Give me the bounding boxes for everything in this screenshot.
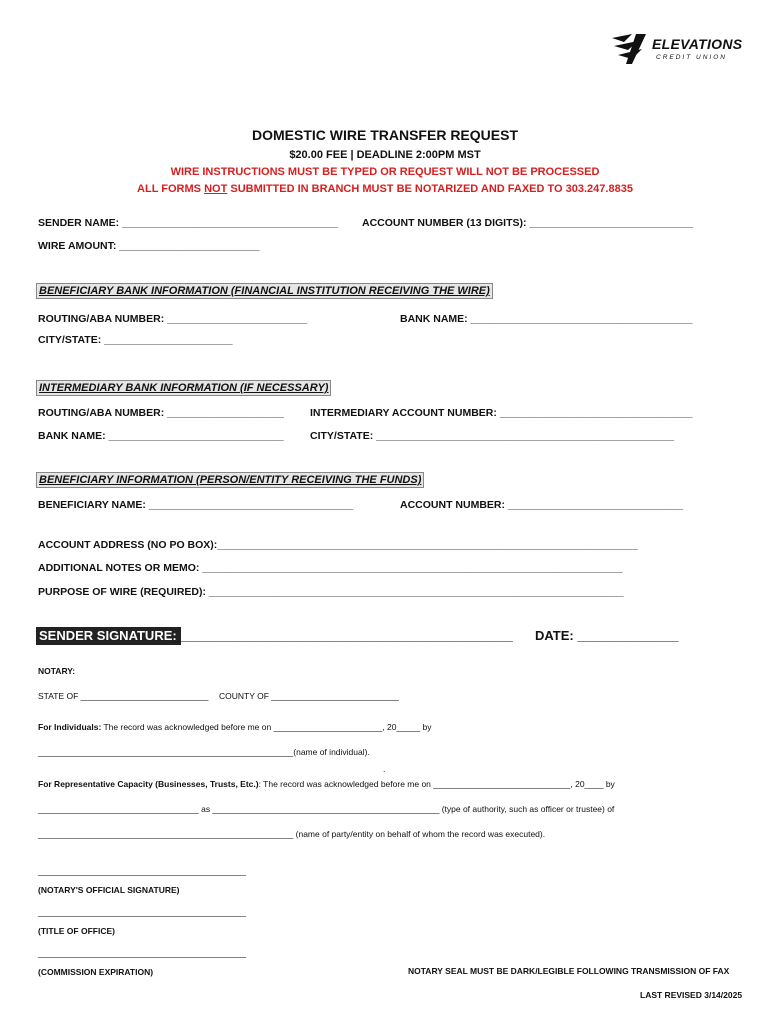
- individuals-label: For Individuals:: [38, 722, 102, 732]
- notary-county-field[interactable]: COUNTY OF ___________________________: [219, 691, 399, 701]
- warning-notarized-pre: ALL FORMS: [137, 183, 205, 195]
- beneficiary-routing-field[interactable]: ROUTING/ABA NUMBER: ________________________: [38, 313, 308, 325]
- notary-signature-line[interactable]: ____________________________________________: [38, 866, 247, 876]
- warning-notarized: [0, 183, 770, 195]
- account-address-field[interactable]: ACCOUNT ADDRESS (NO PO BOX):________________________________________________________________________: [38, 539, 638, 551]
- commission-expiration-label: (COMMISSION EXPIRATION): [38, 967, 154, 977]
- beneficiary-account-field[interactable]: ACCOUNT NUMBER: ______________________________: [400, 499, 684, 511]
- separator-dot: .: [383, 764, 386, 774]
- individuals-text: The record was acknowledged before me on _______________________, 20_____ by: [101, 722, 432, 732]
- intermediary-bank-heading: INTERMEDIARY BANK INFORMATION (IF NECESSARY): [36, 380, 331, 396]
- notary-label: NOTARY:: [38, 666, 76, 676]
- wire-amount-field[interactable]: WIRE AMOUNT: ________________________: [38, 240, 260, 252]
- title-of-office-label: (TITLE OF OFFICE): [38, 926, 115, 936]
- page-title: DOMESTIC WIRE TRANSFER REQUEST: [251, 127, 518, 143]
- intermediary-routing-field[interactable]: ROUTING/ABA NUMBER: ____________________: [38, 407, 284, 419]
- beneficiary-heading: BENEFICIARY INFORMATION (PERSON/ENTITY RECEIVING THE FUNDS): [36, 472, 424, 488]
- title-of-office-line[interactable]: ____________________________________________: [38, 907, 247, 917]
- signature-date-field[interactable]: DATE: ______________: [535, 628, 679, 643]
- warning-notarized-not: NOT: [204, 183, 228, 195]
- sender-signature-line[interactable]: _______________________________________________: [173, 628, 513, 643]
- representative-text: : The record was acknowledged before me on _____________________________, 20____ by: [258, 779, 615, 789]
- sender-name-field[interactable]: SENDER NAME: _____________________________________: [38, 217, 339, 229]
- party-entity-field[interactable]: ______________________________________________________ (name of party/entity on behalf of whom the record was executed).: [38, 829, 546, 839]
- commission-expiration-line[interactable]: ____________________________________________: [38, 948, 247, 958]
- beneficiary-bank-heading: BENEFICIARY BANK INFORMATION (FINANCIAL INSTITUTION RECEIVING THE WIRE): [36, 283, 493, 299]
- sender-signature-label: SENDER SIGNATURE:: [36, 627, 181, 645]
- purpose-of-wire-field[interactable]: PURPOSE OF WIRE (REQUIRED): _______________________________________________________________________: [38, 586, 624, 598]
- individuals-line[interactable]: [38, 722, 431, 732]
- logo: [610, 32, 750, 68]
- logo-name: ELEVATIONS: [652, 36, 743, 52]
- elevations-logo-icon: [610, 32, 650, 66]
- intermediary-bank-name-field[interactable]: BANK NAME: ______________________________: [38, 430, 284, 442]
- authority-field[interactable]: __________________________________ as ________________________________________________ (type of authority, such as officer or trustee) of: [38, 804, 615, 814]
- intermediary-account-field[interactable]: INTERMEDIARY ACCOUNT NUMBER: _________________________________: [310, 407, 693, 419]
- individual-name-field[interactable]: ______________________________________________________(name of individual).: [38, 747, 370, 757]
- notary-state-field[interactable]: STATE OF ___________________________: [38, 691, 209, 701]
- representative-label: For Representative Capacity (Businesses, Trusts, Etc.): [38, 779, 259, 789]
- beneficiary-name-field[interactable]: BENEFICIARY NAME: ___________________________________: [38, 499, 354, 511]
- notary-official-signature-label: (NOTARY'S OFFICIAL SIGNATURE): [38, 885, 180, 895]
- notary-seal-note: NOTARY SEAL MUST BE DARK/LEGIBLE FOLLOWING TRANSMISSION OF FAX: [408, 966, 730, 976]
- intermediary-city-state-field[interactable]: CITY/STATE: ___________________________________________________: [310, 430, 674, 442]
- fee-line: $20.00 FEE | DEADLINE 2:00PM MST: [289, 149, 481, 161]
- logo-subtitle: CREDIT UNION: [656, 54, 727, 61]
- last-revised: LAST REVISED 3/14/2025: [640, 990, 743, 1000]
- sender-account-field[interactable]: ACCOUNT NUMBER (13 DIGITS): ____________________________: [362, 217, 693, 229]
- beneficiary-city-state-field[interactable]: CITY/STATE: ______________________: [38, 334, 233, 346]
- representative-line[interactable]: [38, 779, 615, 789]
- notes-memo-field[interactable]: ADDITIONAL NOTES OR MEMO: ________________________________________________________________________: [38, 562, 623, 574]
- beneficiary-bank-name-field[interactable]: BANK NAME: ______________________________________: [400, 313, 693, 325]
- warning-notarized-post: SUBMITTED IN BRANCH MUST BE NOTARIZED AND FAXED TO 303.247.8835: [227, 183, 633, 195]
- warning-typed: WIRE INSTRUCTIONS MUST BE TYPED OR REQUEST WILL NOT BE PROCESSED: [170, 166, 600, 178]
